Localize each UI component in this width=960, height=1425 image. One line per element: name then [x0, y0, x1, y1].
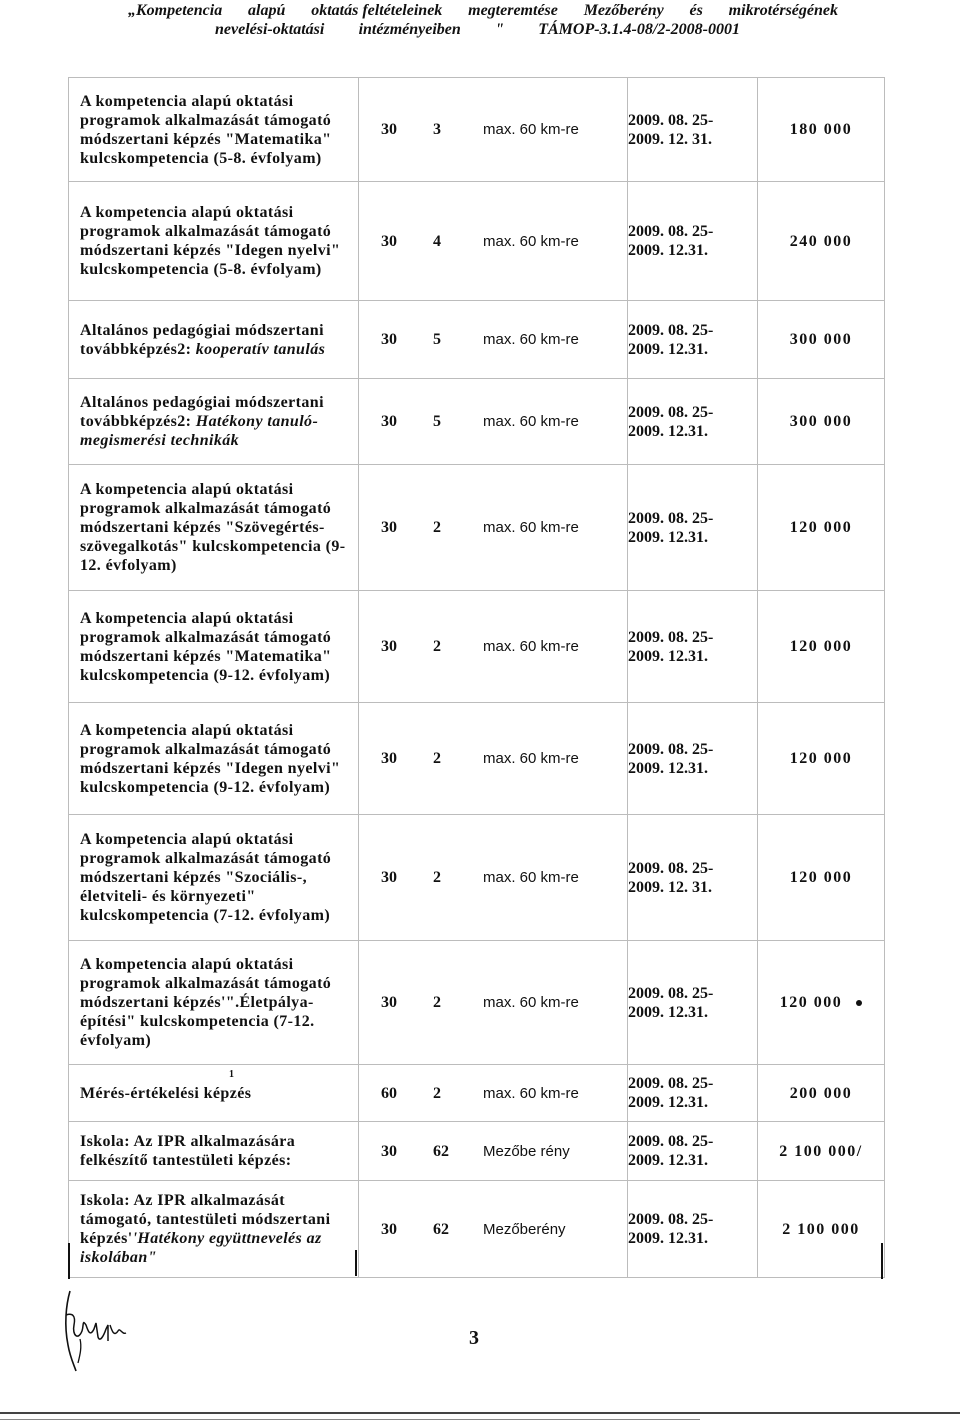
groups-value: 2: [433, 994, 441, 1011]
hours-groups-distance: [359, 941, 628, 1065]
groups-value: 5: [433, 413, 441, 430]
distance-value: max. 60 km-re: [483, 331, 579, 348]
training-description: [69, 465, 359, 591]
amount-cell: [758, 941, 885, 1065]
groups-value: 4: [433, 232, 441, 250]
date-end: 2009. 12.31.: [628, 422, 708, 440]
table-edge-right: [881, 1243, 883, 1279]
table-row: [69, 1122, 885, 1181]
amount-cell: [758, 465, 885, 591]
date-end: 2009. 12.31.: [628, 340, 708, 358]
hours-value: 30: [381, 638, 397, 655]
date-end: 2009. 12.31.: [628, 528, 708, 546]
distance-value: max. 60 km-re: [483, 519, 579, 536]
date-range: [628, 591, 758, 703]
date-range: [628, 1065, 758, 1122]
date-start: 2009. 08. 25-: [628, 740, 714, 758]
date-range: [628, 815, 758, 941]
amount-cell: [758, 1065, 885, 1122]
hours-value: 30: [381, 869, 397, 886]
date-end: 2009. 12.31.: [628, 1003, 708, 1021]
description-text: A kompetencia alapú oktatási programok alkalmazását támogató módszertani képzés "Szociális-, életviteli- és környezeti" kulcskompetencia (7-12. évfolyam): [80, 831, 332, 924]
training-description: [69, 78, 359, 182]
description-italic-text: 'Hatékony együttnevelés az iskolában": [80, 1230, 322, 1266]
groups-value: 3: [433, 121, 441, 138]
groups-value: 2: [433, 750, 441, 767]
hours-groups-distance: [359, 1181, 628, 1278]
description-italic-text: kooperatív tanulás: [195, 340, 326, 358]
page-number: 3: [469, 1327, 479, 1349]
training-description: [69, 591, 359, 703]
distance-value: max. 60 km-re: [483, 750, 579, 767]
amount-value: 180 000: [789, 121, 853, 138]
table-row: [69, 1181, 885, 1278]
header-word: és: [689, 2, 703, 19]
date-start: 2009. 08. 25-: [628, 859, 714, 877]
header-word: Mezőberény: [583, 2, 664, 19]
hours-groups-distance: [359, 301, 628, 379]
date-end: 2009. 12. 31.: [628, 130, 712, 148]
header-word: nevelési-oktatási: [215, 21, 325, 38]
hours-value: 30: [381, 331, 397, 348]
amount-value: 300 000: [789, 331, 853, 348]
header-word: megteremtése: [468, 2, 558, 19]
amount-cell: [758, 591, 885, 703]
date-end: 2009. 12.31.: [628, 242, 708, 259]
training-description: [69, 703, 359, 815]
date-end: 2009. 12. 31.: [628, 878, 712, 896]
amount-value: 300 000: [789, 413, 853, 430]
footnote-mark: 1: [229, 1069, 234, 1080]
table-row: [69, 591, 885, 703]
description-text: A kompetencia alapú oktatási programok alkalmazását támogató módszertani képzés "Matematika" kulcskompetencia (9-12. évfolyam): [80, 609, 332, 684]
signature-icon: [60, 1285, 140, 1375]
training-description: [69, 301, 359, 379]
date-end: 2009. 12.31.: [628, 1152, 708, 1169]
table-row: [69, 941, 885, 1065]
training-description: [69, 1065, 359, 1122]
hours-groups-distance: [359, 465, 628, 591]
training-description: [69, 379, 359, 465]
date-start: 2009. 08. 25-: [628, 984, 714, 1002]
hours-groups-distance: [359, 703, 628, 815]
hours-groups-distance: [359, 182, 628, 301]
date-range: [628, 941, 758, 1065]
date-end: 2009. 12.31.: [628, 1094, 708, 1111]
description-text: A kompetencia alapú oktatási programok alkalmazását támogató módszertani képzés "Idegen nyelvi" kulcskompetencia (9-12. évfolyam): [80, 721, 341, 796]
groups-value: 2: [433, 638, 441, 655]
description-text: A kompetencia alapú oktatási programok alkalmazását támogató módszertani képzés "Idegen nyelvi" kulcskompetencia (5-8. évfolyam): [80, 204, 341, 278]
hours-value: 30: [381, 519, 397, 536]
date-start: 2009. 08. 25-: [628, 1133, 714, 1150]
header-word: intézményeiben: [358, 21, 461, 38]
header-word: alapú: [248, 2, 286, 19]
amount-cell: [758, 703, 885, 815]
description-text: Altalános pedagógiai módszertani továbbképzés2:: [80, 394, 324, 430]
training-description: [69, 1181, 359, 1278]
description-text: Iskola: Az IPR alkalmazására felkészítő tantestületi képzés:: [80, 1133, 296, 1169]
hours-groups-distance: [359, 591, 628, 703]
distance-value: max. 60 km-re: [483, 869, 579, 886]
distance-value: max. 60 km-re: [483, 638, 579, 655]
amount-value: 200 000: [789, 1084, 853, 1102]
hours-groups-distance: [359, 379, 628, 465]
groups-value: 62: [433, 1142, 449, 1160]
amount-value: 120 000: [789, 869, 853, 886]
description-italic-text: Hatékony tanuló-megismerési technikák: [80, 413, 319, 449]
table-row: [69, 301, 885, 379]
hours-value: 30: [381, 750, 397, 767]
hours-value: 30: [381, 413, 397, 430]
date-start: 2009. 08. 25-: [628, 509, 714, 527]
hours-value: 30: [381, 1142, 397, 1160]
date-range: [628, 78, 758, 182]
date-start: 2009. 08. 25-: [628, 1075, 714, 1092]
table-edge-left: [68, 1243, 70, 1279]
date-start: 2009. 08. 25-: [628, 1211, 714, 1228]
date-start: 2009. 08. 25-: [628, 111, 714, 129]
hours-value: 60: [381, 1084, 397, 1102]
distance-value: max. 60 km-re: [483, 121, 579, 138]
distance-value: max. 60 km-re: [483, 232, 579, 250]
bullet-icon: [856, 1000, 862, 1006]
amount-cell: [758, 815, 885, 941]
hours-groups-distance: [359, 815, 628, 941]
footer-rule-thin: [0, 1419, 700, 1420]
amount-cell: [758, 182, 885, 301]
training-description: [69, 1122, 359, 1181]
table-row: [69, 1065, 885, 1122]
description-text: A kompetencia alapú oktatási programok alkalmazását támogató módszertani képzés "Szövegértés-szövegalkotás" kulcskompetencia (9-12. évfolyam): [80, 481, 346, 574]
groups-value: 2: [433, 519, 441, 536]
distance-value: max. 60 km-re: [483, 413, 579, 430]
distance-value: Mezőbe rény: [483, 1142, 570, 1160]
table-row: [69, 379, 885, 465]
header-word: mikrotérségének: [728, 2, 838, 19]
amount-value: 240 000: [789, 232, 853, 250]
hours-value: 30: [381, 994, 397, 1011]
description-text: Altalános pedagógiai módszertani továbbképzés2:: [80, 321, 324, 358]
groups-value: 62: [433, 1220, 449, 1238]
table-row: [69, 78, 885, 182]
groups-value: 2: [433, 1084, 441, 1102]
table-row: [69, 465, 885, 591]
training-description: [69, 815, 359, 941]
description-text: Mérés-értékelési képzés: [80, 1084, 252, 1102]
distance-value: max. 60 km-re: [483, 1084, 579, 1102]
header-word: „Kompetencia: [128, 2, 223, 19]
hours-groups-distance: [359, 1122, 628, 1181]
description-text: A kompetencia alapú oktatási programok alkalmazását támogató módszertani képzés'".Életpálya-építési" kulcskompetencia (7-12. évfolyam): [80, 956, 332, 1049]
amount-cell: [758, 1122, 885, 1181]
groups-value: 2: [433, 869, 441, 886]
date-range: [628, 465, 758, 591]
training-description: [69, 941, 359, 1065]
distance-value: max. 60 km-re: [483, 994, 579, 1011]
amount-cell: [758, 78, 885, 182]
date-range: [628, 1181, 758, 1278]
header-word: TÁMOP-3.1.4-08/2-2008-0001: [538, 21, 740, 38]
description-text: Iskola: Az IPR alkalmazását támogató, tantestületi módszertani képzés': [80, 1192, 331, 1247]
date-range: [628, 379, 758, 465]
table-row: [69, 815, 885, 941]
table-row: [69, 703, 885, 815]
date-start: 2009. 08. 25-: [628, 321, 714, 339]
footer-rule: [0, 1412, 960, 1414]
date-end: 2009. 12.31.: [628, 647, 708, 665]
hours-value: 30: [381, 232, 397, 250]
table-edge-mid: [355, 1250, 357, 1276]
date-range: [628, 301, 758, 379]
date-range: [628, 703, 758, 815]
amount-value: 120 000: [789, 519, 853, 536]
hours-value: 30: [381, 1220, 397, 1238]
amount-cell: [758, 1181, 885, 1278]
header-word: oktatás feltételeinek: [311, 2, 443, 19]
header-line-2: [215, 19, 740, 40]
date-start: 2009. 08. 25-: [628, 223, 714, 240]
header-line-1: [128, 0, 838, 21]
table-row: [69, 182, 885, 301]
date-end: 2009. 12.31.: [628, 1230, 708, 1247]
date-end: 2009. 12.31.: [628, 759, 708, 777]
distance-value: Mezőberény: [483, 1220, 566, 1238]
date-range: [628, 1122, 758, 1181]
date-start: 2009. 08. 25-: [628, 628, 714, 646]
hours-groups-distance: [359, 1065, 628, 1122]
amount-value: 2 100 000/: [779, 1142, 863, 1160]
date-range: [628, 182, 758, 301]
amount-value: 2 100 000: [782, 1220, 860, 1238]
amount-cell: [758, 379, 885, 465]
amount-value: 120 000: [789, 638, 853, 655]
amount-cell: [758, 301, 885, 379]
header-word: ": [495, 21, 504, 38]
training-description: [69, 182, 359, 301]
description-text: A kompetencia alapú oktatási programok alkalmazását támogató módszertani képzés "Matematika" kulcskompetencia (5-8. évfolyam): [80, 92, 332, 167]
hours-groups-distance: [359, 78, 628, 182]
date-start: 2009. 08. 25-: [628, 403, 714, 421]
groups-value: 5: [433, 331, 441, 348]
amount-value: 120 000: [789, 750, 853, 767]
amount-value: 120 000: [779, 994, 843, 1011]
hours-value: 30: [381, 121, 397, 138]
training-table: [68, 77, 885, 1278]
